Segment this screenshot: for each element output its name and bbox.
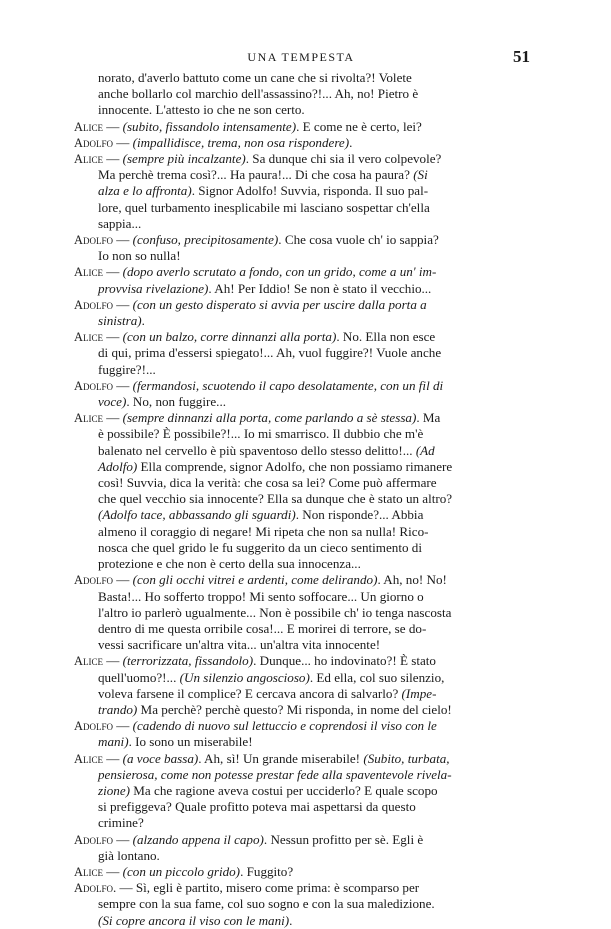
text-line — [74, 783, 530, 799]
stage-direction: trando) — [98, 701, 138, 717]
text-line — [74, 589, 530, 605]
spoken-text: . — [349, 134, 353, 150]
text-line — [74, 313, 530, 329]
spoken-text: quell'uomo?!... — [98, 669, 180, 685]
text-line — [74, 70, 530, 86]
spoken-text: vessi sacrificare un'altra vita... un'altra vita innocente! — [98, 637, 381, 653]
spoken-text: . Fuggito? — [240, 863, 294, 879]
spoken-text: . No, non fuggire... — [126, 394, 226, 410]
text-line — [74, 378, 530, 394]
speaker-name: Adolfo — [74, 135, 113, 150]
spoken-text: — — [112, 232, 133, 248]
text-line — [74, 151, 530, 167]
stage-direction: (impallidisce, trema, non osa rispondere) — [132, 134, 350, 150]
speaker-name: Alice — [74, 751, 103, 766]
stage-direction: (Si — [413, 167, 428, 183]
text-line — [74, 864, 530, 880]
spoken-text: . — [289, 912, 293, 928]
spoken-text: — — [102, 653, 123, 669]
stage-direction: (sempre dinnanzi alla porta, come parlando a sè stessa) — [122, 410, 417, 426]
stage-direction: (terrorizzata, fissandolo) — [122, 653, 254, 669]
text-line — [74, 443, 530, 459]
stage-direction: (Impe- — [401, 685, 437, 701]
spoken-text: . Che cosa vuole ch' io sappia? — [278, 232, 439, 248]
text-line — [74, 913, 530, 929]
speaker-name: Alice — [74, 265, 103, 280]
text-line — [74, 848, 530, 864]
spoken-text: — — [102, 329, 123, 345]
page-number: 51 — [513, 47, 530, 66]
spoken-text: di qui, prima d'essersi spiegato!... Ah, vuol fuggire?! Vuole anche — [98, 345, 442, 361]
text-line — [74, 686, 530, 702]
spoken-text: così! Suvvia, dica la verità: che cosa sa lei? Come può affermare — [98, 475, 437, 491]
speaker-name: Alice — [74, 119, 103, 134]
stage-direction: (con gli occhi vitrei e ardenti, come delirando) — [132, 572, 378, 588]
spoken-text: innocente. L'attesto io che ne son certo. — [98, 102, 305, 118]
spoken-text: sempre con la sua fame, col suo sogno e con la sua maledizione. — [98, 896, 435, 912]
text-line — [74, 767, 530, 783]
text-line — [74, 86, 530, 102]
spoken-text: Ma perchè trema così?... Ha paura!... Di che cosa ha paura? — [98, 167, 414, 183]
spoken-text: fuggire?!... — [98, 361, 156, 377]
text-line — [74, 216, 530, 232]
stage-direction: (confuso, precipitosamente) — [132, 232, 279, 248]
spoken-text: . Signor Adolfo! Suvvia, risponda. Il suo pal- — [191, 183, 429, 199]
stage-direction: Adolfo) — [98, 458, 138, 474]
speaker-name: Adolfo — [74, 832, 113, 847]
spoken-text: Ma perchè? perchè questo? Mi risponda, in nome del cielo! — [137, 701, 452, 717]
speaker-name: Adolfo — [74, 297, 113, 312]
text-line — [74, 410, 530, 426]
text-line — [74, 751, 530, 767]
text-line — [74, 605, 530, 621]
stage-direction: (Si copre ancora il viso con le mani) — [98, 912, 290, 928]
text-line — [74, 734, 530, 750]
spoken-text: anche bollarlo col marchio dell'assassino?!... Ah, no! Pietro è — [98, 86, 419, 102]
spoken-text: — — [102, 410, 123, 426]
text-line — [74, 621, 530, 637]
spoken-text: Io non so nulla! — [98, 248, 181, 264]
text-line — [74, 183, 530, 199]
spoken-text: Basta!... Ho sofferto troppo! Mi sento soffocare... Un giorno o — [98, 588, 424, 604]
spoken-text: — — [102, 118, 123, 134]
spoken-text: . Sa dunque chi sia il vero colpevole? — [245, 151, 442, 167]
speaker-name: Alice — [74, 411, 103, 426]
spoken-text: — — [102, 750, 123, 766]
stage-direction: (Un silenzio angoscioso) — [179, 669, 310, 685]
text-line — [74, 102, 530, 118]
spoken-text: dentro di me questa orribile cosa!... E morirei di terrore, se do- — [98, 620, 427, 636]
stage-direction: (Adolfo tace, abbassando gli sguardi) — [98, 507, 296, 523]
spoken-text: . Ma — [416, 410, 441, 426]
text-line — [74, 507, 530, 523]
stage-direction: (subito, fissandolo intensamente) — [122, 118, 297, 134]
spoken-text: . Io sono un miserabile! — [128, 734, 253, 750]
spoken-text: . — [141, 313, 145, 329]
text-line — [74, 264, 530, 280]
text-line — [74, 248, 530, 264]
spoken-text: l'altro io parlerò ugualmente... Non è possibile ch' io tenga nascosta — [98, 604, 452, 620]
text-line — [74, 556, 530, 572]
text-line — [74, 135, 530, 151]
text-line — [74, 491, 530, 507]
speaker-name: Alice — [74, 330, 103, 345]
spoken-text: . Non risponde?... Abbia — [295, 507, 424, 523]
spoken-text: lore, quel turbamento inesplicabile mi lasciano sospettar ch'ella — [98, 199, 430, 215]
spoken-text: che quel vecchio sia innocente? Ella sa dunque che è stato un altro? — [98, 491, 453, 507]
text-line — [74, 459, 530, 475]
speaker-name: Adolfo — [74, 573, 113, 588]
spoken-text: è possibile? È possibile?!... Io mi smarrisco. Il dubbio che m'è — [98, 426, 424, 442]
text-line — [74, 832, 530, 848]
spoken-text: — — [102, 151, 123, 167]
stage-direction: (a voce bassa) — [122, 750, 199, 766]
stage-direction: (cadendo di nuovo sul lettuccio e coprendosi il viso con le — [132, 718, 437, 734]
spoken-text: . Ed ella, col suo silenzio, — [309, 669, 445, 685]
spoken-text: voleva farsene il complice? E cercava ancora di salvarlo? — [98, 685, 402, 701]
spoken-text: Ella comprende, signor Adolfo, che non possiamo rimanere — [137, 458, 453, 474]
spoken-text: . — Sì, egli è partito, misero come prima: è scomparso per — [112, 880, 420, 896]
text-line — [74, 232, 530, 248]
spoken-text: si prefiggeva? Quale profitto poteva mai aspettarsi da questo — [98, 799, 416, 815]
text-line — [74, 475, 530, 491]
text-line — [74, 345, 530, 361]
spoken-text: — — [112, 134, 133, 150]
spoken-text: crimine? — [98, 815, 144, 831]
stage-direction: zione) — [98, 782, 130, 798]
spoken-text: — — [112, 572, 133, 588]
spoken-text: norato, d'averlo battuto come un cane che si rivolta?! Volete — [98, 70, 412, 85]
text-line — [74, 297, 530, 313]
spoken-text: . E come ne è certo, lei? — [296, 118, 422, 134]
speaker-name: Adolfo — [74, 378, 113, 393]
stage-direction: sinistra) — [98, 313, 142, 329]
speaker-name: Alice — [74, 152, 103, 167]
speaker-name: Alice — [74, 864, 103, 879]
speaker-name: Adolfo — [74, 881, 113, 896]
speaker-name: Alice — [74, 654, 103, 669]
spoken-text: — — [102, 264, 123, 280]
spoken-text: sappia... — [98, 215, 142, 231]
text-line — [74, 540, 530, 556]
page-header — [72, 48, 530, 70]
text-line — [74, 281, 530, 297]
speaker-name: Adolfo — [74, 233, 113, 248]
text-line — [74, 394, 530, 410]
stage-direction: (Subito, turbata, — [363, 750, 450, 766]
stage-direction: (Ad — [415, 442, 435, 458]
stage-direction: provvisa rivelazione) — [98, 280, 209, 296]
text-line — [74, 815, 530, 831]
spoken-text: protezione e che non è certo della sua innocenza... — [98, 556, 361, 572]
stage-direction: (sempre più incalzante) — [122, 151, 246, 167]
text-line — [74, 670, 530, 686]
stage-direction: (con un piccolo grido) — [122, 863, 241, 879]
text-line — [74, 896, 530, 912]
text-line — [74, 200, 530, 216]
text-line — [74, 524, 530, 540]
text-line — [74, 799, 530, 815]
text-line — [74, 702, 530, 718]
text-line — [74, 119, 530, 135]
spoken-text: — — [112, 718, 133, 734]
spoken-text: . Ah, no! No! — [377, 572, 447, 588]
spoken-text: . Nessun profitto per sè. Egli è — [263, 831, 424, 847]
spoken-text: . Ah, sì! Un grande miserabile! — [198, 750, 364, 766]
text-line — [74, 362, 530, 378]
stage-direction: pensierosa, come non potesse prestar fede alla spaventevole rivela- — [98, 766, 452, 782]
spoken-text: — — [112, 377, 133, 393]
spoken-text: almeno il coraggio di negare! Mi ripeta che non sa nulla! Rico- — [98, 523, 429, 539]
spoken-text: . No. Ella non esce — [336, 329, 436, 345]
speaker-name: Adolfo — [74, 719, 113, 734]
dialogue-text — [74, 70, 530, 929]
text-line — [74, 572, 530, 588]
stage-direction: (fermandosi, scuotendo il capo desolatamente, con un fil di — [132, 377, 444, 393]
stage-direction: (con un balzo, corre dinnanzi alla porta) — [122, 329, 337, 345]
text-line — [74, 637, 530, 653]
stage-direction: alza e lo affronta) — [98, 183, 192, 199]
text-line — [74, 426, 530, 442]
stage-direction: (dopo averlo scrutato a fondo, con un grido, come a un' im- — [122, 264, 437, 280]
stage-direction: mani) — [98, 734, 129, 750]
spoken-text: — — [112, 831, 133, 847]
stage-direction: voce) — [98, 394, 127, 410]
text-line — [74, 653, 530, 669]
text-line — [74, 718, 530, 734]
spoken-text: — — [112, 296, 133, 312]
spoken-text: già lontano. — [98, 847, 160, 863]
spoken-text: Ma che ragione aveva costui per ucciderlo? E quale scopo — [130, 782, 438, 798]
spoken-text: . Ah! Per Iddio! Se non è stato il vecchio... — [208, 280, 432, 296]
spoken-text: balenato nel cervello è più spaventoso dello stesso delitto!... — [98, 442, 416, 458]
spoken-text: . Dunque... ho indovinato?! È stato — [253, 653, 436, 669]
text-line — [74, 880, 530, 896]
stage-direction: (con un gesto disperato si avvia per uscire dalla porta a — [132, 296, 427, 312]
spoken-text: nosca che quel grido le fu suggerito da un cieco sentimento di — [98, 539, 422, 555]
spoken-text: — — [102, 863, 123, 879]
text-line — [74, 167, 530, 183]
running-title: UNA TEMPESTA — [247, 50, 355, 64]
stage-direction: (alzando appena il capo) — [132, 831, 264, 847]
text-line — [74, 329, 530, 345]
